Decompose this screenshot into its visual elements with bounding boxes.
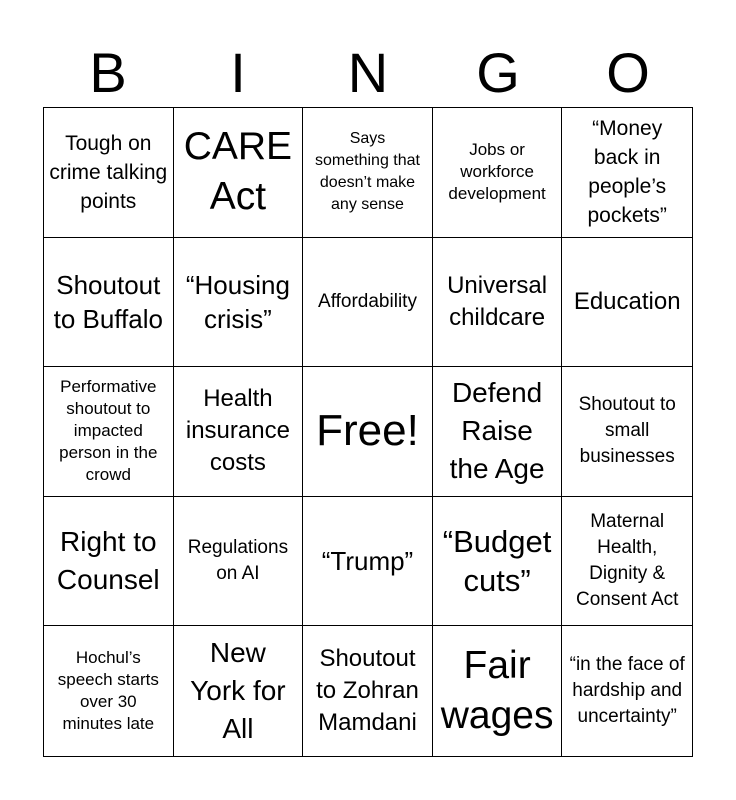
bingo-cell <box>562 108 692 238</box>
bingo-cell <box>303 367 433 497</box>
header-letter-n: N <box>347 41 389 104</box>
bingo-cell <box>44 626 174 756</box>
bingo-cell <box>303 626 433 756</box>
header-letter-g: G <box>476 41 520 104</box>
cell-text: Regulations on AI <box>187 537 289 585</box>
header-letter-b: B <box>89 41 127 104</box>
bingo-cell <box>174 497 304 627</box>
cell-text: Defend Raise the Age <box>449 377 545 485</box>
bingo-cell <box>174 238 304 368</box>
bingo-cell <box>44 497 174 627</box>
bingo-cell <box>433 367 563 497</box>
header-letter-i: I <box>230 41 246 104</box>
bingo-cell <box>174 367 304 497</box>
bingo-cell <box>433 108 563 238</box>
cell-text: Education <box>573 287 681 315</box>
cell-text: Fair wages <box>440 644 554 738</box>
bingo-cell <box>174 108 304 238</box>
bingo-cell <box>433 497 563 627</box>
cell-text: Affordability <box>318 290 417 312</box>
cell-text: Shoutout to Buffalo <box>53 269 163 334</box>
bingo-header <box>43 38 693 108</box>
cell-text: “Housing crisis” <box>185 269 290 334</box>
bingo-cell <box>433 626 563 756</box>
cell-text: Hochul’s speech starts over 30 minutes late <box>57 648 159 734</box>
bingo-cell <box>44 238 174 368</box>
cell-text: Maternal Health, Dignity & Consent Act <box>575 511 679 611</box>
cell-text: CARE Act <box>183 125 293 219</box>
bingo-cell <box>303 108 433 238</box>
cell-text: Shoutout to Zohran Mamdani <box>316 645 419 737</box>
cell-text: Tough on crime talking points <box>49 131 168 213</box>
bingo-board <box>43 107 693 757</box>
cell-text: Says something that doesn’t make any sense <box>315 130 420 214</box>
bingo-cell <box>303 497 433 627</box>
bingo-cell <box>44 367 174 497</box>
bingo-cell <box>562 367 692 497</box>
bingo-cell <box>562 626 692 756</box>
header-letter-o: O <box>606 41 650 104</box>
bingo-cell <box>44 108 174 238</box>
cell-text: New York for All <box>190 637 286 745</box>
cell-text: Shoutout to small businesses <box>578 394 676 468</box>
cell-text: “Budget cuts” <box>442 524 552 599</box>
cell-text: “Money back in people’s pockets” <box>587 117 667 228</box>
cell-text: Health insurance costs <box>185 385 290 477</box>
bingo-cell <box>174 626 304 756</box>
cell-text: Jobs or workforce development <box>448 140 546 204</box>
cell-text: Free! <box>316 406 419 456</box>
bingo-cell <box>562 238 692 368</box>
cell-text: Right to Counsel <box>56 526 160 596</box>
bingo-cell <box>562 497 692 627</box>
cell-text: Universal childcare <box>447 271 548 331</box>
cell-text: “in the face of hardship and uncertainty” <box>569 654 685 728</box>
bingo-cell <box>303 238 433 368</box>
cell-text: “Trump” <box>321 546 414 577</box>
cell-text: Performative shoutout to impacted person in the crowd <box>59 377 158 485</box>
bingo-cell <box>433 238 563 368</box>
